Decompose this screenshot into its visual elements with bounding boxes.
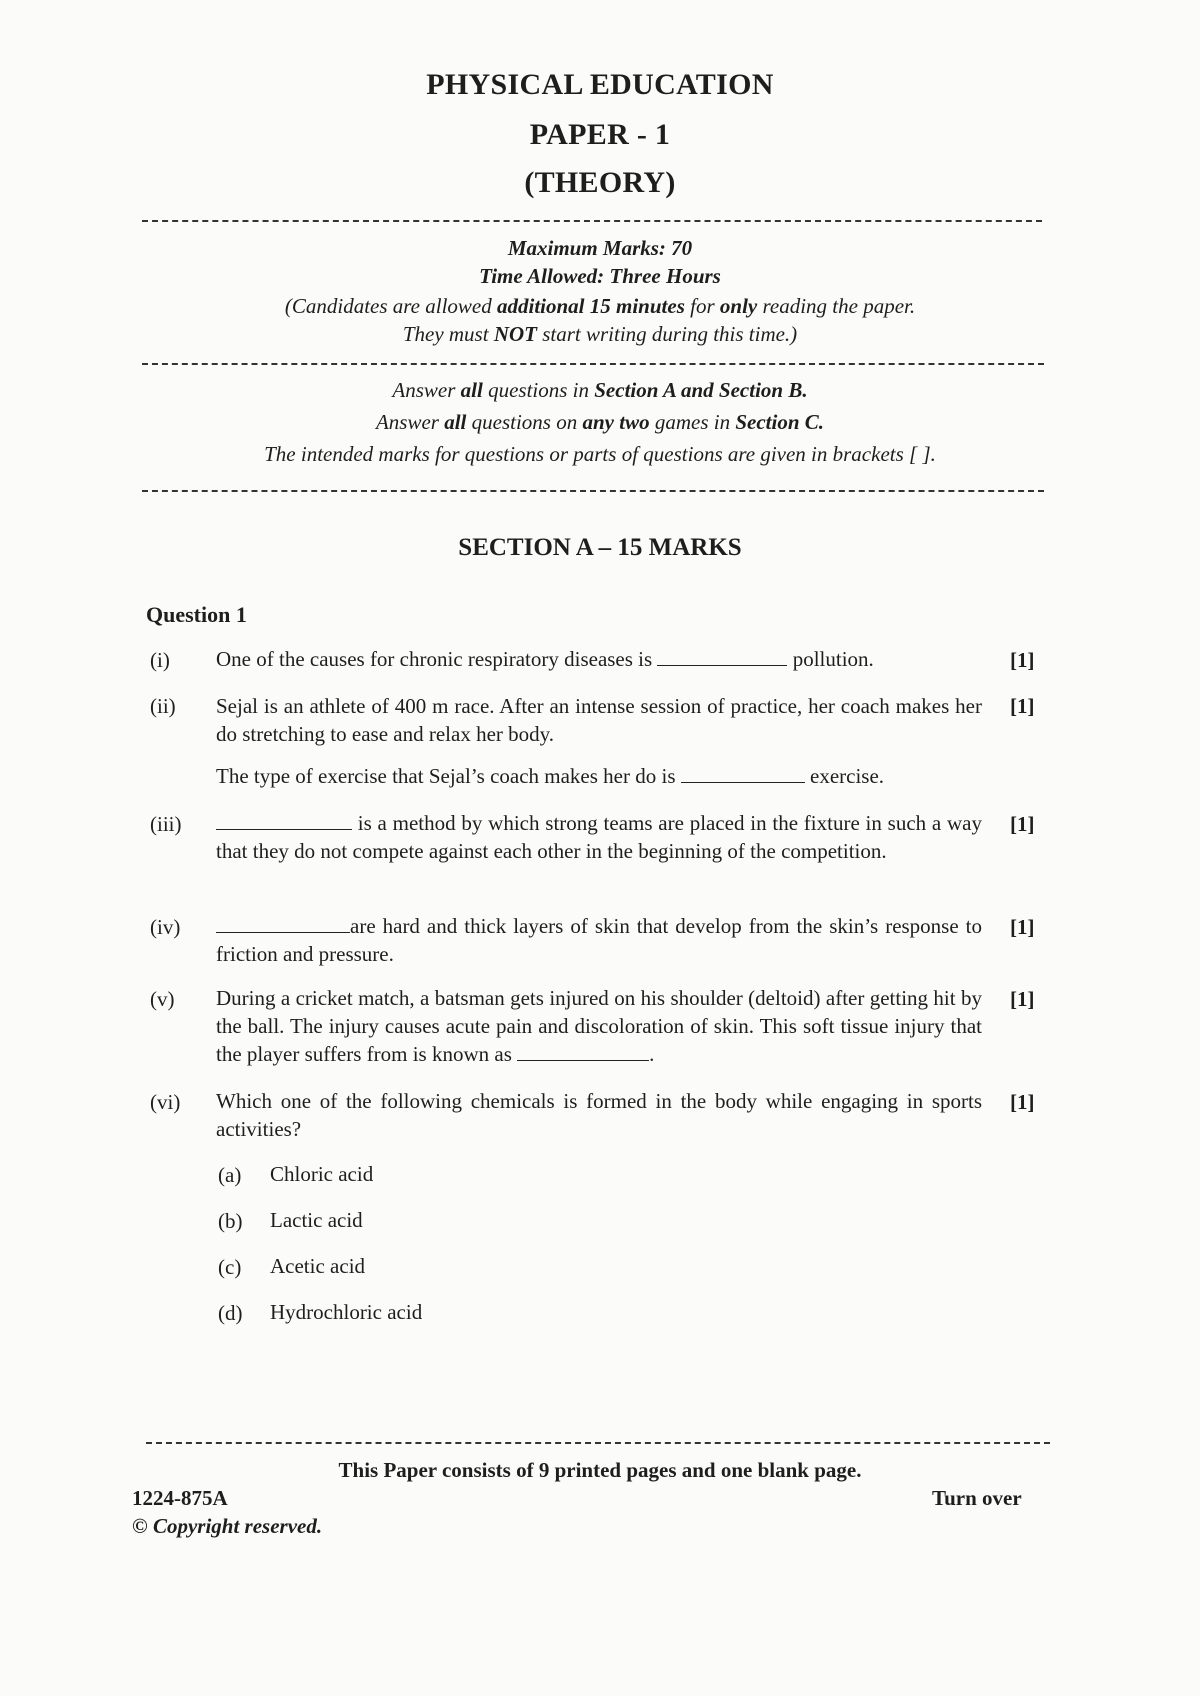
divider-1 bbox=[142, 220, 1042, 222]
option-a-text: Chloric acid bbox=[270, 1162, 374, 1186]
instruction-line-1: Answer all questions in Section A and Section B. bbox=[392, 378, 808, 402]
item-number: (i) bbox=[150, 648, 170, 672]
marks-badge: [1] bbox=[1010, 1090, 1035, 1114]
question-ii-text: Sejal is an athlete of 400 m race. After an intense session of practice, her coach makes her do stretching to ease and relax her body. bbox=[216, 694, 982, 746]
paper-code: 1224-875A bbox=[132, 1486, 228, 1510]
instruction-line-3: The intended marks for questions or parts of questions are given in brackets [ ]. bbox=[264, 442, 936, 466]
option-label-c: (c) bbox=[218, 1255, 242, 1279]
marks-badge: [1] bbox=[1010, 694, 1035, 718]
answer-blank bbox=[216, 914, 350, 933]
turn-over: Turn over bbox=[932, 1486, 1022, 1510]
item-number: (v) bbox=[150, 987, 175, 1011]
option-label-d: (d) bbox=[218, 1301, 243, 1325]
option-label-a: (a) bbox=[218, 1163, 242, 1187]
divider-3 bbox=[142, 490, 1044, 492]
item-number: (ii) bbox=[150, 694, 176, 718]
question-iv-text: are hard and thick layers of skin that develop from the skin’s response to friction and pressure. bbox=[216, 914, 982, 966]
instruction-line-2: Answer all questions on any two games in Section C. bbox=[375, 410, 825, 434]
answer-blank bbox=[681, 764, 805, 783]
subject-title: PHYSICAL EDUCATION bbox=[426, 68, 774, 101]
reading-time-line-2: They must NOT start writing during this time.) bbox=[402, 322, 798, 346]
answer-blank bbox=[216, 811, 352, 830]
question-iii-text: is a method by which strong teams are placed in the fixture in such a way that they do not compete against each other in the beginning of the competition. bbox=[216, 811, 982, 863]
reading-time-line-1: (Candidates are allowed additional 15 minutes for only reading the paper. bbox=[284, 294, 916, 318]
section-a-title: SECTION A – 15 MARKS bbox=[458, 534, 742, 561]
option-d-text: Hydrochloric acid bbox=[270, 1300, 423, 1324]
divider-footer bbox=[146, 1442, 1050, 1444]
answer-blank bbox=[517, 1042, 649, 1061]
question-v-text: During a cricket match, a batsman gets injured on his shoulder (deltoid) after getting hit by the ball. The injury causes acute pain and discoloration of skin. This soft tissue injury that the player suffers from is known as . bbox=[216, 986, 982, 1066]
marks-badge: [1] bbox=[1010, 987, 1035, 1011]
marks-badge: [1] bbox=[1010, 915, 1035, 939]
option-label-b: (b) bbox=[218, 1209, 243, 1233]
item-number: (iii) bbox=[150, 812, 182, 836]
time-allowed: Time Allowed: Three Hours bbox=[479, 264, 721, 288]
question-i-text: One of the causes for chronic respiratory diseases is pollution. bbox=[216, 647, 874, 671]
marks-badge: [1] bbox=[1010, 648, 1035, 672]
question-ii-sub: The type of exercise that Sejal’s coach makes her do is exercise. bbox=[216, 764, 885, 788]
divider-2 bbox=[142, 363, 1044, 365]
paper-type: (THEORY) bbox=[524, 166, 676, 199]
copyright: © Copyright reserved. bbox=[132, 1514, 323, 1538]
pages-note: This Paper consists of 9 printed pages and one blank page. bbox=[338, 1458, 862, 1482]
question-vi-text: Which one of the following chemicals is formed in the body while engaging in sports activities? bbox=[216, 1089, 982, 1141]
option-c-text: Acetic acid bbox=[270, 1254, 366, 1278]
answer-blank bbox=[657, 647, 787, 666]
maximum-marks: Maximum Marks: 70 bbox=[507, 236, 693, 260]
marks-badge: [1] bbox=[1010, 812, 1035, 836]
item-number: (vi) bbox=[150, 1090, 181, 1114]
item-number: (iv) bbox=[150, 915, 181, 939]
paper-title: PAPER - 1 bbox=[529, 118, 671, 151]
question-1-label: Question 1 bbox=[146, 602, 247, 627]
option-b-text: Lactic acid bbox=[270, 1208, 363, 1232]
